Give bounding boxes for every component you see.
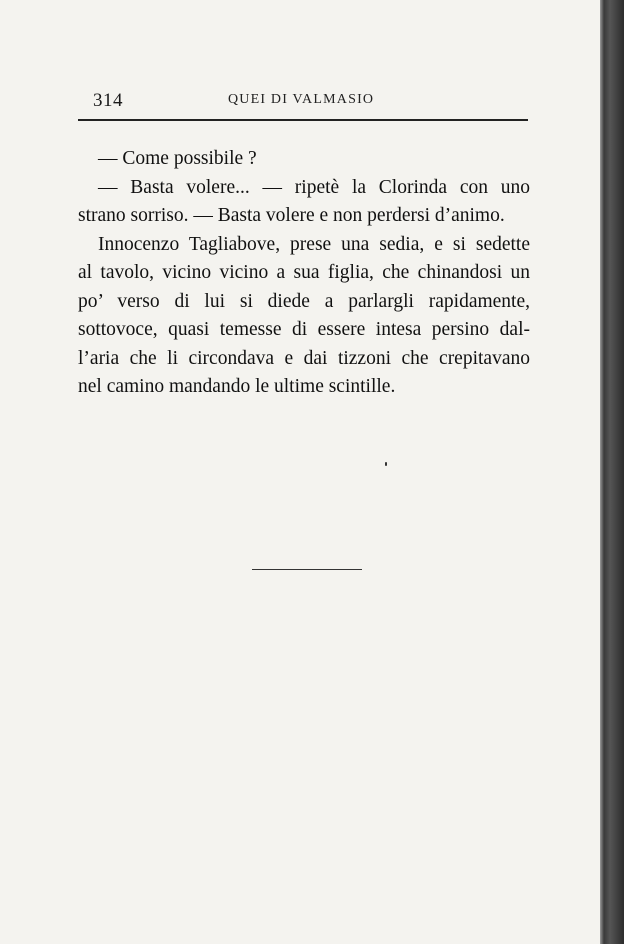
book-title: QUEI DI VALMASIO: [228, 92, 375, 107]
text-line: — Basta volere... — ripetè la Clorinda con uno: [98, 176, 530, 198]
text-line: nel camino mandando le ultime scintille.: [78, 376, 396, 397]
running-head: [0, 88, 600, 112]
page-number: 314: [93, 90, 123, 111]
text-line: al tavolo, vicino vicino a sua figlia, che chinandosi un: [78, 262, 530, 283]
book-spine-shadow: [600, 0, 624, 944]
body-text: [78, 145, 530, 402]
header-rule: [78, 119, 528, 121]
text-line: — Come possibile ?: [98, 148, 257, 169]
end-rule: [252, 569, 362, 570]
text-line: l’aria che li circondava e dai tizzoni che crepitavano: [78, 347, 530, 369]
text-line: strano sorriso. — Basta volere e non perdersi d’animo.: [78, 205, 505, 226]
text-line: sottovoce, quasi temesse di essere intesa persino dal-: [78, 319, 530, 340]
text-line: po’ verso di lui si diede a parlargli rapidamente,: [78, 290, 530, 312]
text-line: Innocenzo Tagliabove, prese una sedia, e si sedette: [98, 233, 530, 255]
paper-speck: [385, 462, 387, 466]
